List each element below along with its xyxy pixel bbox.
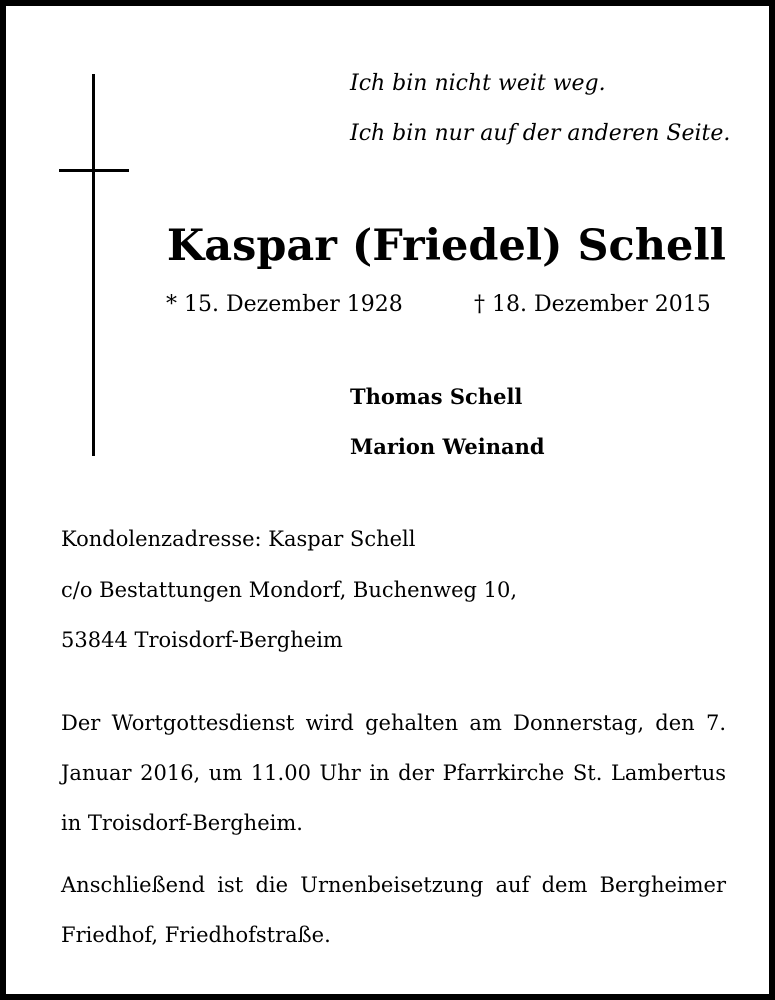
mourner-name: Marion Weinand <box>350 434 545 459</box>
quote-line-1: Ich bin nicht weit weg. <box>350 71 606 96</box>
condolence-address-line: 53844 Troisdorf-Bergheim <box>61 628 343 652</box>
birth-date: * 15. Dezember 1928 <box>166 292 403 317</box>
deceased-name: Kaspar (Friedel) Schell <box>166 221 726 271</box>
quote-line-2: Ich bin nur auf der anderen Seite. <box>350 121 731 146</box>
condolence-address-line: Kondolenzadresse: Kaspar Schell <box>61 527 416 551</box>
service-announcement: Der Wortgottesdienst wird gehalten am Donnerstag, den 7. Januar 2016, um 11.00 Uhr in der Pfarrkirche St. Lambertus in Troisdorf-Bergheim. <box>61 711 726 835</box>
cross-icon <box>92 74 95 456</box>
cross-icon-bar <box>59 169 129 172</box>
burial-announcement: Anschließend ist die Urnenbeisetzung auf dem Bergheimer Friedhof, Friedhofstraße. <box>61 873 726 947</box>
death-date: † 18. Dezember 2015 <box>474 292 711 317</box>
mourner-name: Thomas Schell <box>350 384 523 409</box>
condolence-address-line: c/o Bestattungen Mondorf, Buchenweg 10, <box>61 578 518 602</box>
